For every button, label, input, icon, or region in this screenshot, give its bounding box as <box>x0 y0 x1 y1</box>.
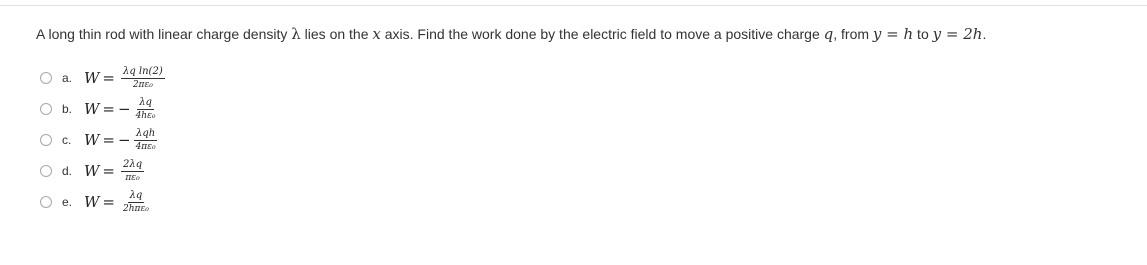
lambda-symbol: λ <box>291 25 301 43</box>
option-letter: c. <box>62 133 72 147</box>
radio-button-d[interactable] <box>40 165 52 177</box>
option-formula <box>84 131 132 149</box>
from-equation: y = h <box>872 25 914 43</box>
question-part: . <box>982 26 987 42</box>
formula-lhs: W <box>84 100 100 118</box>
fraction-numerator: λq ln(2) <box>123 65 163 77</box>
formula-equals: = <box>102 162 115 180</box>
formula-equals: = <box>102 100 115 118</box>
q-variable: q <box>823 25 834 43</box>
question-part: to <box>913 26 933 42</box>
radio-button-e[interactable] <box>40 196 52 208</box>
formula-fraction <box>121 159 144 184</box>
fraction-denominator: 4hε₀ <box>135 110 156 121</box>
answer-option-b[interactable] <box>40 95 158 123</box>
fraction-denominator: 2hπε₀ <box>123 203 149 214</box>
formula-sign: − <box>118 131 131 149</box>
radio-button-b[interactable] <box>40 103 52 115</box>
formula-equals: = <box>102 131 115 149</box>
option-letter: d. <box>62 164 73 178</box>
question-text <box>36 24 986 44</box>
top-divider <box>0 0 1147 6</box>
formula-lhs: W <box>84 131 100 149</box>
fraction-denominator: 4πε₀ <box>135 141 156 152</box>
option-formula <box>84 100 132 118</box>
option-letter: a. <box>62 71 73 85</box>
answer-option-c[interactable] <box>40 126 158 154</box>
formula-sign: − <box>118 100 131 118</box>
option-formula <box>84 193 119 211</box>
answer-option-d[interactable] <box>40 157 144 185</box>
option-letter: b. <box>62 102 73 116</box>
question-part: , from <box>833 26 873 42</box>
question-part: axis. Find the work done by the electric field to move a positive charge <box>380 26 824 42</box>
answer-option-e[interactable] <box>40 188 151 216</box>
fraction-numerator: λq <box>129 189 143 201</box>
formula-lhs: W <box>84 162 100 180</box>
formula-fraction <box>121 66 165 91</box>
fraction-numerator: λqh <box>136 127 156 139</box>
formula-equals: = <box>102 69 115 87</box>
formula-fraction <box>134 128 158 153</box>
option-formula <box>84 162 119 180</box>
to-equation: y = 2h <box>932 25 983 43</box>
radio-button-a[interactable] <box>40 72 52 84</box>
answer-option-a[interactable] <box>40 64 165 92</box>
formula-lhs: W <box>84 69 100 87</box>
option-letter: e. <box>62 195 73 209</box>
question-part: lies on the <box>300 26 373 42</box>
option-formula <box>84 69 119 87</box>
x-variable: x <box>372 25 381 43</box>
fraction-numerator: 2λq <box>123 158 143 170</box>
formula-lhs: W <box>84 193 100 211</box>
formula-fraction <box>121 190 151 215</box>
question-part: A long thin rod with linear charge density <box>36 26 292 42</box>
fraction-denominator: 2πε₀ <box>132 79 153 90</box>
formula-fraction <box>134 97 158 122</box>
radio-button-c[interactable] <box>40 134 52 146</box>
fraction-numerator: λq <box>139 96 152 108</box>
fraction-denominator: πε₀ <box>125 172 140 183</box>
formula-equals: = <box>102 193 115 211</box>
